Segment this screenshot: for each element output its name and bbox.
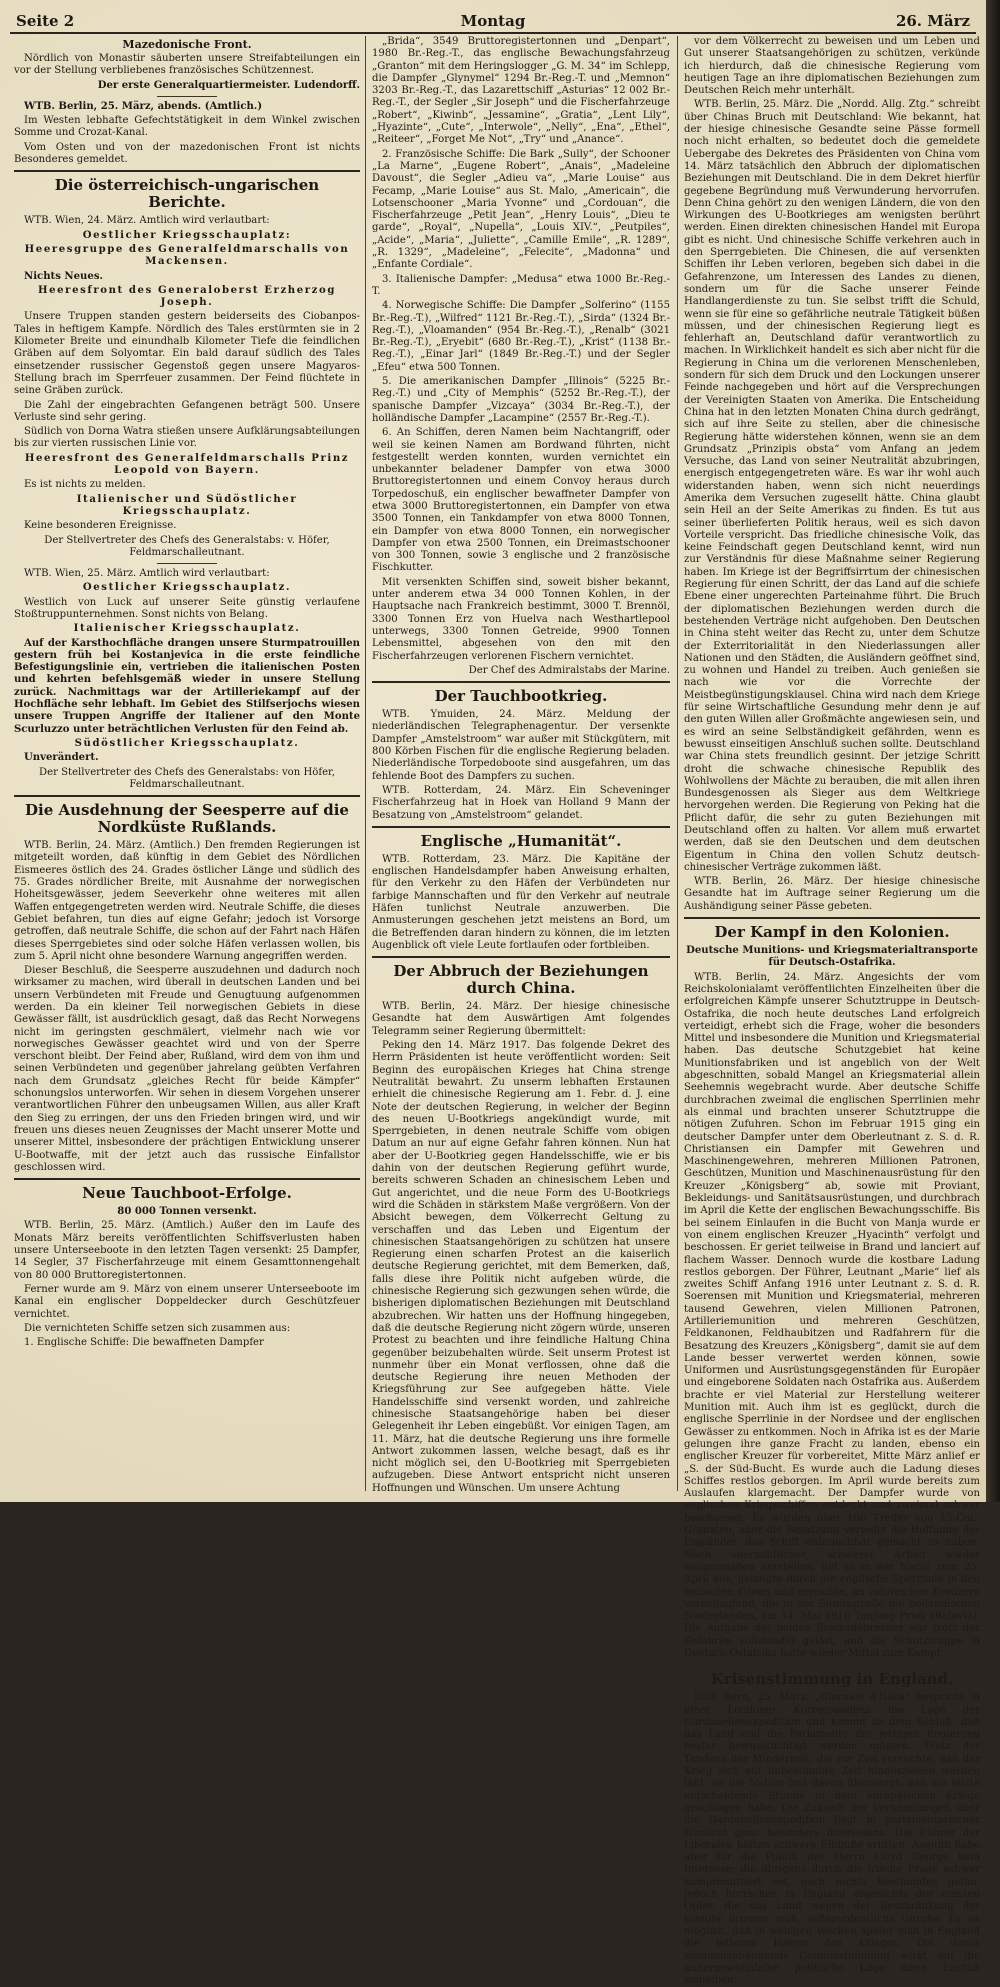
article-text: WTB. Berlin, 24. März. Der hiesige chinesische Gesandte hat dem Auswärtigen Amt folgendes Telegramm seiner Regierung übermittelt: [372,1001,670,1037]
signature: Der Chef des Admiralstabs der Marine. [468,664,670,676]
headline-austrian-reports: Die österreichisch-ungarischen Berichte. [54,176,320,212]
headline-colonies: Der Kampf in den Kolonien. [714,923,950,942]
subheading: Heeresfront des Generaloberst Erzherzog Joseph. [37,284,337,309]
headline-uboat-success: Neue Tauchboot-Erfolge. [82,1184,292,1203]
headline-crisis-england: Krisenstimmung in England. [710,1670,954,1689]
subheading: Heeresgruppe des Generalfeldmarschalls von Mackensen. [24,243,350,268]
article-text: Keine besonderen Ereignisse. [24,520,177,532]
divider [684,1664,980,1666]
divider [14,795,360,797]
subheading: 80 000 Tonnen versenkt. [117,1206,257,1218]
headline-humanity: Englische „Humanität“. [420,831,622,850]
article-text: Mit versenkten Schiffen sind, soweit bisher bekannt, unter anderem etwa 34 000 Tonnen Kohlen, in der Hauptsache nach Frankreich bestimmt, 3000 T. Brennöl, 3300 Tonnen Erz von Huelva nach Westhartlepool unterwegs, 3300 Tonnen Getreide, 9900 Tonnen Lebensmittel, abgesehen von den mit den Fischerfahrzeugen verlorenen Fischern vernichtet. [372,576,670,662]
article-text: 2. Französische Schiffe: Die Bark „Sully“, der Schooner „La Marne“, „Eugene Robert“, „Anais“, „Madeleine Davoust“, die Segler „Adieu va“, „Marie Louise“ aus Fecamp, „Marie Louise“ aus St. Malo, „Americain“, die Lotsenschooner „Maria Yvonne“ und „Cordouan“, die Fischerfahrzeuge „Petit Jean“, „Henry Louis“, „Dieu te garde“, „Royal“, „Nupella“, „Louis XIV.“, „Peutpiles“, „Acide“, „Maria“, „Juliette“, „Camille Emile“, „R. 1289“, „R. 1329“, „Madeleine“, „Felecite“, „Madonna“ und „Enfante Cordiale“. [372,148,670,271]
signature: Der Stellvertreter des Chefs des Generalstabs: von Höfer, Feldmarschalleutnant. [39,766,335,790]
divider [372,681,670,683]
article-text: WTB. Rotterdam, 24. März. Ein Scheveninger Fischerfahrzeug hat in Hoek van Holland 9 Mann der Besatzung von „Amstelstroom“ gelandet. [372,784,670,821]
divider [684,917,980,919]
article-text: Unsere Truppen standen gestern beiderseits des Ciobanpos-Tales in heftigem Kampfe. Nördlich des Tales erstürmten sie in 2 Kilometer Breite und einundhalb Kilometer Tiefe die feindlichen Gräben auf dem Solyomtar. Ein bald darauf südlich des Tales einsetzender russischer Gegenstoß gegen unsere Magyaros-Stellung brach im Sperrfeuer zusammen. Der Feind flüchtete in seine Gräben zurück. [14,311,360,397]
article-text: Nichts Neues. [24,270,104,282]
article-text: Im Westen lebhafte Gefechtstätigkeit in dem Winkel zwischen Somme und Crozat-Kanal. [14,115,360,139]
article-text: DDP. Bern, 25. März. „Giornale d'Italia“ bespricht in einer Londoner Korrespondenz die Lage der Dardanellenexpedition und kommt zu dem Schluß, daß das Land und die Parlamente der jetzigen Regierung bester bewusstlichtigt werden müssen. Trotz der Tendenz der Minderheit, die zur Zeit versuchte, daß der Krieg sich auf unbestimmte Zeit hinausziehen werden läßt, ist die Nation fest davon überzeugt, daß die letzte entscheidende Stunde in dem europäischen Kriege geschlagen habe. Die Zukunft der Verhandlungen über die Dardanellenexpedition liegt in parlamentarischer Hinsicht ganz besonders interessant. Die Führer der Liberalen hätten schwere Einbuße erlitten. Asquith habe aber für die Politik des Herrn Lloyd George kein Interesse; die übrigens durch die irische Frage schwer kompromittiert sei, noch nichts Bestimmtes getan, jedoch herrschen in England angesichts der ernsten Opfer, die das Land wegen der Beschränkung der Einfuhr bringen muß, außerordentliche Unruhe. Es ist möglich, daß in wenigen Wochen später man in England die bitteren Folgen des Krieges. Die damit zusammenhängende Gemütsstimmung wirkt auf die außergewöhnliche politische Lage ihren Einfluß zugleiben. [684,1692,980,1987]
divider [157,96,217,97]
article-text: 4. Norwegische Schiffe: Die Dampfer „Solferino“ (1155 Br.-Reg.-T.), „Wilfred“ 1121 Br.-Reg.-T.), „Sirda“ (1324 Br.-Reg.-T.), „Vloamanden“ (954 Br.-Reg.-T.), „Renalb“ (3021 Br.-Reg.-T.), „Eryebit“ (680 Br.-Reg.-T.), „Krist“ (1138 Br.-Reg.-T.), „Einar Jarl“ (1849 Br.-Reg.-T.) und der Segler „Efeu“ etwa 500 Tonnen. [372,300,670,373]
subheading: Oestlicher Kriegsschauplatz: [82,229,292,241]
signature: Der Stellvertreter des Chefs des Generalstabs: v. Höfer, Feldmarschalleutnant. [44,534,330,558]
article-text: Vom Osten und von der mazedonischen Front ist nichts Besonderes gemeldet. [14,141,360,166]
article-text: WTB. Berlin, 24. März. (Amtlich.) Den fremden Regierungen ist mitgeteilt worden, daß künftig in dem Gebiet des Nördlichen Eismeeres östlich des 24. Grades östlicher Länge und südlich des 75. Grades nördlicher Breite, mit Ausnahme der norwegischen Hoheitsgewässer, jedem Seeverkehr ohne weiteres mit allen Waffen entgegengetreten werden wird. Neutrale Schiffe, die dieses Gebiet befahren, tun dies auf eigne Gefahr; jedoch ist Vorsorge getroffen, daß neutrale Schiffe, die schon auf der Fahrt nach Häfen dieses Sperrgebietes sind oder solche Häfen verlassen wollen, bis zum 5. April nicht ohne besondere Warnung angegriffen werden. [14,840,360,962]
signature: Der erste Generalquartiermeister. Ludendorff. [97,79,360,91]
masthead [10,6,976,34]
subheading: Südöstlicher Kriegsschauplatz. [74,737,300,749]
page-number: Seite 2 [16,12,75,30]
article-text: Auf der Karsthochfläche drangen unsere Sturmpatrouillen gestern früh bei Kostanjevica in die erste feindliche Befestigungslinie ein, vertrieben die italienischen Posten und kehrten befehlsgemäß wieder in unsere Stellung zurück. Nachmittags war der Artilleriekampf auf der Hochfläche sehr lebhaft. Im Gebiet des Stilfserjochs wiesen unsere Truppen Angriffe der Italiener auf den Monte Scurluzzo unter beträchtlichen Verlusten für den Feind ab. [14,637,360,735]
divider [157,563,217,564]
article-text: Unverändert. [24,752,99,764]
article-text: 6. An Schiffen, deren Namen beim Nachtangriff, oder weil sie keinen Namen am Bordwand führten, nicht festgestellt werden konnten, wurden vernichtet ein unbekannter beladener Dampfer von etwa 3000 Bruttoregistertonnen und einem Convoy heraus durch Torpedoschuß, ein englischer bewaffneter Dampfer von etwa 3000 Bruttoregistertonnen, ein Dampfer von etwa 3500 Tonnen, ein Tankdampfer von etwa 8000 Tonnen, ein Dampfer von etwa 8000 Tonnen, ein norwegischer Dampfer von etwa 2500 Tonnen, ein Dreimastschooner von 300 Tonnen, sowie 3 englische und 2 französische Fischkutter. [372,427,670,574]
column-1 [14,36,360,1496]
column-3 [684,36,980,1987]
article-text: Die vernichteten Schiffe setzen sich zusammen aus: [24,1322,291,1334]
article-text: 1. Englische Schiffe: Die bewaffneten Dampfer [24,1337,264,1349]
column-rule-2 [677,36,678,1491]
article-text: 5. Die amerikanischen Dampfer „Illinois“ (5225 Br.-Reg.-T.) und „City of Memphis“ (5252 Br.-Reg.-T.), der spanische Dampfer „Vizcaya“ (3034 Br.-Reg.-T.), der holländische Dampfer „Lacampine“ (2557 Br.-Reg.-T.). [372,376,670,424]
divider [14,1178,360,1180]
subheading: Heeresfront des Generalfeldmarschalls Prinz Leopold von Bayern. [24,452,350,477]
article-text: Ferner wurde am 9. März von einem unserer Unterseeboote im Kanal ein englischer Doppeldecker durch Geschützfeuer vernichtet. [14,1283,360,1320]
headline-blockade: Die Ausdehnung der Seesperre auf die Nordküste Rußlands. [25,801,349,837]
article-text: WTB. Berlin, 25. März. Die „Nordd. Allg. Ztg.“ schreibt über Chinas Bruch mit Deutschland: Wie bekannt, hat der hiesige chinesische Gesandte seine Pässe formell noch nicht erhalten, so bedeutet doch die gemeldete Uebergabe des Dekretes des Präsidenten von China vom 14. März tatsächlich den Abbruch der diplomatischen Beziehungen mit Deutschland. Die in dem Dekret hierfür gegebene Begründung muß Verwunderung hervorrufen. Denn China gehört zu den wenigen Ländern, die von den Wirkungen des U-Bootkrieges am wenigsten berührt werden. Einen direkten chinesischen Handel mit Europa gibt es nicht. Und chinesische Schiffe verkehren auch in den Sperrgebieten. Die Chinesen, die auf versenkten Schiffen ihr Leben verloren, begeben sich dabei in die Gefahrenzone, um Interessen des Landes zu dienen, sondern um für die Sache unserer Feinde Handlangerdienste zu tun. Sie selbst trifft die Schuld, wenn sie für eine so gefährliche neutrale Tätigkeit büßen müssen, und der chinesischen Regierung liegt es fehlerhaft an, Deutschland dafür verantwortlich zu machen. In Wirklichkeit handelt es sich aber nicht für die Regierung in China um die verlorenen Menschenleben, sondern für sich dem Druck und den Lockungen unserer Feinde nachgegeben und hört auf die Versprechungen der Vereinigten Staaten von Amerika. Die Entscheidung China hat in den letzten Monaten China durch gedrängt, sich auf ihre Seite zu stellen, aber die chinesische Regierung hätte widerstehen können, wenn sie an dem Grundsatz „Prinzipis obsta“ vom Anfang an jedem Versuche, das Land von seiner Neutralität abzubringen, energisch entgegengetreten wäre. Es war ihr wohl auch widerstanden haben, wenn sich nicht neuerdings Amerika dem Versuchen zugesellt hätte. China glaubt sein Heil an der Seite Amerikas zu finden. Es tut aus seiner überlieferten Politik heraus, weil es sich davon Vorteile verspricht. Das friedliche chinesische Volk, das keine Feindschaft gegen Deutschland kennt, wird nun zur Verständnis für diese Maßnahme seiner Regierung haben. Im Kriege ist der Begriffsirrtum der chinesischen Regierung für einen Schritt, der das Land auf die schiefe Ebene einer ungerechten Parteinahme führt. Die Bruch der diplomatischen Beziehungen werden durch die bestehenden Verträge nicht aufgehoben. Den Deutschen in China steht weiter das Recht zu, unter dem Schutze der Exterritorialität in den Niederlassungen aller Nationen und den Städten, die Ausländern geöffnet sind, zu wohnen und Handel zu treiben. Auch genießen sie nach wie vor die Vorrechte der Meistbegünstigungsklausel. China wird nach dem Kriege für seine Wirtschaftliche Gesundung mehr denn je auf den guten Willen aller Großmächte angewiesen sein, und es wird an seine Selbständigkeit gefährden, wenn es bewusst einseitigen Anschluß suchen sollte. Deutschland war China stets freundlich gesinnt. Der jetzige Schritt droht die schwache chinesische Republik des Wohlwollens der Mächte zu berauben, die mit allen ihren Bundesgenossen als Sieger aus dem Weltkriege hervorgehen werden. Die Regierung von Peking hat die Pflicht dafür, die sehr zu guten Beziehungen mit Deutschland offen zu halten. Vor allem muß erwartet werden, daß sie den Deutschen und dem deutschen Eigentum in China den vollen Schutz deutsch-chinesischer Verträge zukommen läßt. [684,99,980,873]
divider [14,170,360,172]
article-text: Es ist nichts zu melden. [24,479,146,491]
issue-date: 26. März [895,12,970,30]
column-2 [372,36,670,1496]
article-text: Dieser Beschluß, die Seesperre auszudehnen und dadurch noch wirksamer zu machen, wird überall in deutschen Landen und bei unsern Verbündeten mit Freude und Genugtuung aufgenommen werden. Da ein kleiner Teil norwegischen Gebiets in diese Gewässer fällt, ist ausdrücklich gesagt, daß das Recht Norwegens nicht im geringsten geschmälert, vielmehr nach wie vor norwegisches Gewässer geachtet wird und von der Sperre verschont bleibt. Der Feind aber, Rußland, wird dem von ihm und seinen Verbündeten und gegenüber jahrelang geübten Verfahren nach dem Grundsatz „gleiches Recht für beide Kämpfer“ schonungslos unterworfen. Wir sehen in diesem Vorgehen unserer verantwortlichen Führer den unbeugsamen Willen, aus aller Kraft den Sieg zu erringen, der uns den Frieden bringen wird, und wir freuen uns dieses neuen Zeugnisses der Macht unserer Motte und unserer Mittel, insbesondere der prächtigen Entwicklung unserer U-Bootwaffe, mit der jetzt auch das russische Einfallstor geschlossen wird. [14,965,360,1173]
dateline: WTB. Wien, 25. März. Amtlich wird verlautbart: [24,568,270,580]
column-rule-1 [365,36,366,1491]
subheading: Italienischer und Südöstlicher Kriegsschauplatz. [76,493,298,517]
weekday: Montag [460,12,526,30]
page-edge [986,0,1000,1502]
article-text: WTB. Berlin, 26. März. Der hiesige chinesische Gesandte hat im Auftrage seiner Regierung um die Aushändigung seiner Pässe gebeten. [684,876,980,912]
article-text: WTB. Berlin, 24. März. Angesichts der vom Reichskolonialamt veröffentlichten Einzelheiten über die erfolgreichen Kämpfe unserer Schutztruppe in Deutsch-Ostafrika, die noch heute deutsches Land erfolgreich verteidigt, erhebt sich die Frage, woher die besonders Mittel und insbesondere die Munition und Kriegsmaterial haben. Das deutsche Schutzgebiet hat keine Munitionsfabriken und ist angeblich von der Welt abgeschnitten, sobald Mangel an Kriegsmaterial allein Seehemnis wegebracht wurde. Aber deutsche Schiffe durchbrachen zweimal die englischen Sperrlinien mehr als einmal und brachten unserer Schutztruppe die nötigen Zufuhren. Schon im Februar 1915 ging ein deutscher Dampfer unter dem Oberleutnant z. S. d. R. Christiansen ein Dampfer mit Gewehren und Maschinengewehren, mehreren Millionen Patronen, Geschützen, Munition und Maschinenausrüstung für den Kreuzer „Königsberg“ ab, sowie mit Proviant, Bekleidungs- und Sanitätsausrüstungen, und durchbrach im April die Kette der englischen Bewachungsschiffe. Bis bei seinem Einlaufen in die Bucht von Manja wurde er von einem englischen Kreuzer „Hyacinth“ verfolgt und beschossen. Er geriet teilweise in Brand und lanciert auf flachem Wasser. Dennoch wurde die kostbare Ladung restlos geborgen. Der Führer, Leutnant „Marie“ lief als zweites Schiff Anfang 1916 unter Leutnant z. S. d. R. Soerensen mit Munition und Kriegsmaterial, mehreren tausend Gewehren, vielen Millionen Patronen, Artilleriemunition und mehreren Geschützen, Feldkanonen, Feldhaubitzen und Radfahrern für die Besatzung des Kreuzers „Königsberg“, damit sie auf dem Lande besser verwertet werden können, sowie Uniformen und Ausrüstungsgegenständen für Europäer und eingeborene Soldaten nach Ostafrika aus. Außerdem brachte er viel Material zur Herstellung weiterer Munition mit. Auch ihm ist es geglückt, durch die englische Sperrlinie in der Nordsee und der englischen Gewässer zu entkommen. Noch in Afrika ist es der Marie gelungen ihre ganze Fracht zu landen, ebenso ein englischer Kreuzer für vorbereitet, Mitte März anlief er „S. der Süd-Bucht. Es wurde auch die Ladung dieses Schiffes restlos geborgen. Im April wurde bereits zum Auslaufen klargemacht. Der Dampfer wurde von englischen Kriegsschiffen entdeckt und zweimal schwer beschossen. Es wurden über 100 Treffer von 15-Cm.-Granaten, aber die Besatzung verteilte die Hoffnung der Engländer, das Schiff unbrauchbar gemacht zu haben. Nach unermüdlicher, schwerer Arbeit wieder einigermaßen herstellen, lief es in der Nacht zum 25. April aus, gelangte durch die englische Sperrlinie in den Indischen Ozean und erreichte, an zahlreichen Kreuzern vorbeilaufend, die in der Sundastraße die holländischen Niederlanden, am 14. Mai 1916 Tanjong Priok (Batavia). Die Aufgabe der beiden Blockadebrecher war trotz der Gefahren vollständig gelöst, und die Schutztruppe in Deutsch-Ostafrika hatte wieder Mittel zum Kampf. [684,971,980,1659]
article-text: Südlich von Dorna Watra stießen unsere Aufklärungsabteilungen bis zur vierten russischen Linie vor. [14,426,360,450]
article-text: WTB. Rotterdam, 23. März. Die Kapitäne der englischen Handelsdampfer haben Anweisung erhalten, für den Verkehr zu den Häfen der Verbündeten nur farbige Mannschaften und für den Verkehr auf neutrale Häfen tunlichst Neutrale anzuwerben. Die Anmusterungen geschehen jetzt meistens an Bord, um die Betreffenden daran hindern zu können, die im letzten Augenblick oft viele Leute fortlaufen oder fortbleiben. [372,853,670,951]
subheading: Oestlicher Kriegsschauplatz. [82,582,292,594]
article-text: WTB. Berlin, 25. März. (Amtlich.) Außer den im Laufe des Monats März bereits veröffentlichten Schiffsverlusten haben unsere Unterseeboote in den letzten Tagen versenkt: 25 Dampfer, 14 Segler, 37 Fischerfahrzeuge mit einem Gesamttonnengehalt von 80 000 Bruttoregistertonnen. [14,1220,360,1281]
dateline: WTB. Wien, 24. März. Amtlich wird verlautbart: [24,215,270,227]
dateline: WTB. Berlin, 25. März, abends. (Amtlich.) [24,100,263,112]
article-text: Westlich von Luck auf unserer Seite günstig verlaufene Stoßtruppunternehmen. Sonst nichts von Belang. [14,596,360,620]
article-text: Peking den 14. März 1917. Das folgende Dekret des Herrn Präsidenten ist heute veröffentlicht worden: Seit Beginn des europäischen Krieges hat China strenge Neutralität bewahrt. Zu unserm lebhaften Erstaunen erhielt die chinesische Regierung am 1. Febr. d. J. eine Note der deutschen Regierung, in welcher der Beginn des neuen U-Bootkriegs angekündigt wurde, mit Sperrgebieten, in denen neutrale Schiffe vom obigen Datum an nur auf eigne Gefahr fahren können. Nun hat aber der U-Bootkrieg gegen Handelsschiffe, wie er bis dahin von der deutschen Regierung geführt wurde, bereits schweren Schaden an chinesischem Leben und Gut angerichtet, und die neue Form des U-Bootkriegs wird die Schäden in stärkstem Maße vergrößern. Von der Absicht bewegen, dem Völkerrecht Geltung zu verschaffen und das Leben und Eigentum der chinesischen Staatsangehörigen zu schützen hat unsere Regierung einen scharfen Protest an die kaiserlich deutsche Regierung gerichtet, mit dem Bemerken, daß, falls diese ihre Politik nicht aufgeben würde, die chinesische Regierung sich gezwungen sehen würde, die bisherigen diplomatischen Beziehungen mit Deutschland abzubrechen. Wir hatten uns der Hoffnung hingegeben, daß die deutsche Regierung nicht zögern würde, unseren Protest zu beachten und ihre feindliche Haltung China gegenüber beizubehalten würde. Seit unserm Protest ist nunmehr über ein Monat verflossen, ohne daß die deutsche Regierung ihre neuen Methoden der Kriegsführung zur See aufgegeben hätte. Viele Handelsschiffe sind versenkt worden, und zahlreiche chinesische Staatsangehörige haben bei dieser Gelegenheit ihr Leben eingebüßt. Vor einigen Tagen, am 11. März, hat die deutsche Regierung uns ihre formelle Antwort zukommen lassen, welche besagt, daß es ihr nicht möglich sei, den U-Bootkrieg mit Sperrgebieten aufzugeben. Diese Antwort entspricht nicht unseren Hoffnungen und Wünschen. Um unsere Achtung [372,1040,670,1494]
divider [372,826,670,828]
headline-china: Der Abbruch der Beziehungen durch China. [393,962,649,998]
subheading: Deutsche Munitions- und Kriegsmaterialtransporte für Deutsch-Ostafrika. [686,945,978,969]
subheading: Italienischer Kriegsschauplatz. [73,623,301,635]
article-text: „Brida“, 3549 Bruttoregistertonnen und „Denpart“, 1980 Br.-Reg.-T., das englische Bewachungsfahrzeug „Granton“ mit dem Heringslogger „G. M. 34“ im Schlepp, die Dampfer „Glynymel“ 1294 Br.-Reg.-T. und „Memnon“ 3203 Br.-Reg.-T., das Lazarettschiff „Asturias“ 12 002 Br.-Reg.-T., der Segler „Sir Joseph“ und die Fischerfahrzeuge „Robert“, „Kiwinb“, „Jessamine“, „Gratia“, „Lent Lily“, „Hyazinte“, „Cute“, „Interwole“, „Nelly“, „Ena“, „Ethel“, „Reiteer“, „Forget Me Not“, „Try“ und „Anance“. [372,36,670,146]
article-text: Die Zahl der eingebrachten Gefangenen beträgt 500. Unsere Verluste sind sehr gering. [14,399,360,423]
article-text: vor dem Völkerrecht zu beweisen und um Leben und Gut unserer Staatsangehörigen zu schützen, verkünde ich hierdurch, daß die chinesische Regierung vom heutigen Tage an ihre diplomatischen Beziehungen zum Deutschen Reich mehr unterhält. [684,36,980,97]
section-heading-macedonian: Mazedonische Front. [122,38,252,51]
article-text: WTB. Ymuiden, 24. März. Meldung der niederländischen Telegraphenagentur. Der versenkte Dampfer „Amstelstroom“ war außer mit Stückgütern, mit 800 Körben Fischen für die englische Regierung beladen. Niederländische Torpedoboote sind ausgefahren, um das fehlende Boot des Dampfers zu suchen. [372,709,670,782]
divider [372,956,670,958]
headline-submarine-war: Der Tauchbootkrieg. [434,687,608,706]
article-text: Nördlich von Monastir säuberten unsere Streifabteilungen ein vor der Stellung verbliebenes französisches Schützennest. [14,53,360,77]
article-text: 3. Italienische Dampfer: „Medusa“ etwa 1000 Br.-Reg.-T. [372,273,670,297]
